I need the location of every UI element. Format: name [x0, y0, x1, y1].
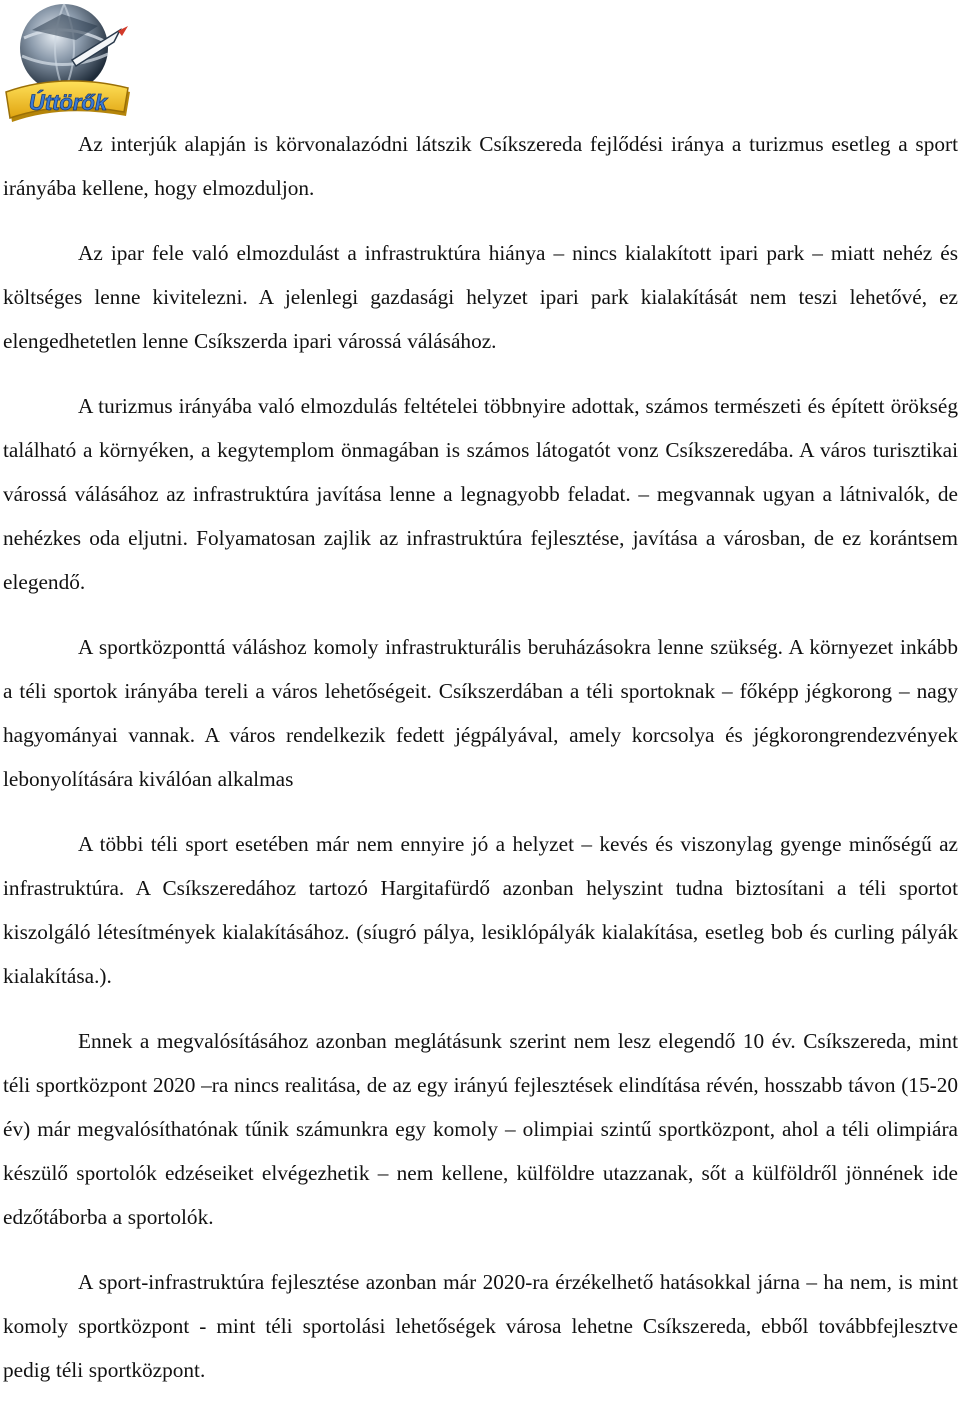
uttorok-logo [2, 0, 136, 128]
logo-text: Úttörők [28, 90, 108, 115]
paragraph-tourism: A turizmus irányába való elmozdulás feltételei többnyire adottak, számos természeti és épített örökség található a környéken, a kegytemplom önmagában is számos látogatót vonz Csíkszeredába. A város turisztikai várossá válásához az infrastruktúra javítása lenne a legnagyobb feladat. – megvannak ugyan a látnivalók, de nehézkes oda eljutni. Folyamatosan zajlik az infrastruktúra fejlesztése, javítása a városban, de ez korántsem elegendő. [3, 394, 958, 594]
document-body [3, 122, 958, 1413]
paragraph-winter-sports: A többi téli sport esetében már nem ennyire jó a helyzet – kevés és viszonylag gyenge minőségű az infrastruktúra. A Csíkszeredához tartozó Hargitafürdő azonban helyszint tudna biztosítani a téli sportot kiszolgáló létesítmények kialakításához. (síugró pálya, lesiklópályák kialakítása, esetleg bob és curling pályák kialakítása.). [3, 832, 958, 988]
logo-graphic [2, 0, 136, 128]
paragraph-sport-center: A sportközponttá váláshoz komoly infrastrukturális beruházásokra lenne szükség. A környezet inkább a téli sportok irányába tereli a város lehetőségeit. Csíkszerdában a téli sportoknak – főképp jégkorong – nagy hagyományai vannak. A város rendelkezik fedett jégpályával, amely korcsolya és jégkorongrendezvények lebonyolítására kiválóan alkalmas [3, 635, 958, 791]
paragraph-interviews: Az interjúk alapján is körvonalazódni látszik Csíkszereda fejlődési iránya a turizmus esetleg a sport irányába kellene, hogy elmozduljon. [3, 132, 958, 200]
paragraph-industry: Az ipar fele való elmozdulást a infrastruktúra hiánya – nincs kialakított ipari park – miatt nehéz és költséges lenne kivitelezni. A jelenlegi gazdasági helyzet ipari park kialakítását nem teszi lehetővé, ez elengedhetetlen lenne Csíkszerda ipari várossá válásához. [3, 241, 958, 353]
paragraph-timeline: Ennek a megvalósításához azonban meglátásunk szerint nem lesz elegendő 10 év. Csíkszereda, mint téli sportközpont 2020 –ra nincs realitása, de az egy irányú fejlesztések elindítása révén, hosszabb távon (15-20 év) már megvalósíthatónak tűnik számunkra egy komoly – olimpiai szintű sportközpont, ahol a téli olimpiára készülő sportolók edzéseiket elvégezhetik – nem kellene, külföldre utazzanak, sőt a külföldről jönnének ide edzőtáborba a sportolók. [3, 1029, 958, 1229]
paragraph-conclusion: A sport-infrastruktúra fejlesztése azonban már 2020-ra érzékelhető hatásokkal járna – ha nem, is mint komoly sportközpont - mint téli sportolási lehetőségek városa lehetne Csíkszereda, ebből továbbfejlesztve pedig téli sportközpont. [3, 1270, 958, 1382]
